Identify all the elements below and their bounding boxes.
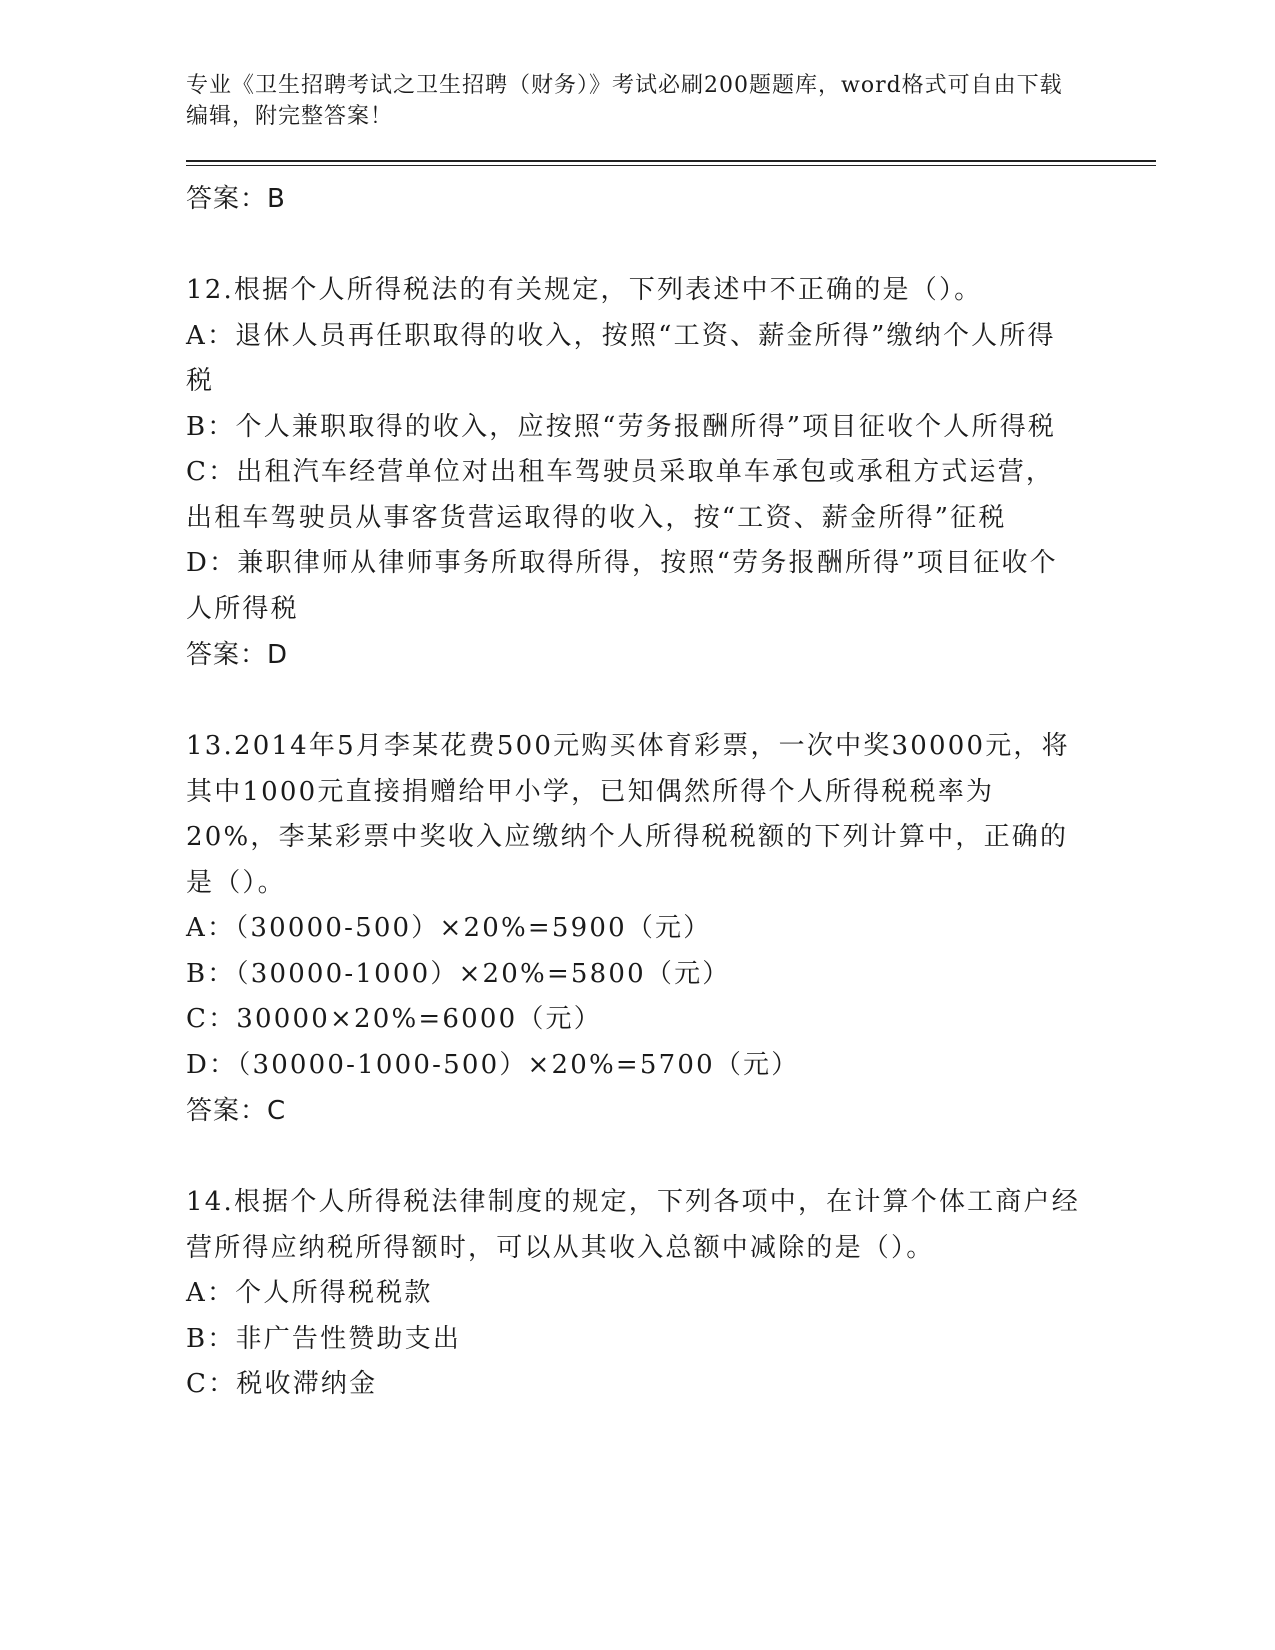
option-a: A：退休人员再任职取得的收入，按照“工资、薪金所得”缴纳个人所得税 [186, 320, 1056, 396]
option-b: B：（30000-1000）×20%=5800（元） [186, 958, 731, 989]
divider-thin-line [186, 165, 1156, 166]
option-c: C：税收滞纳金 [186, 1369, 378, 1399]
option-a: A：个人所得税税款 [186, 1278, 433, 1308]
option-b: B：个人兼职取得的收入，应按照“劳务报酬所得”项目征收个人所得税 [186, 411, 1057, 442]
page-header: 专业《卫生招聘考试之卫生招聘（财务）》考试必刷200题题库，word格式可自由下载编辑，附完整答案！ [186, 73, 1063, 129]
header-divider [186, 160, 1156, 166]
option-d: D：（30000-1000-500）×20%=5700（元） [186, 1049, 800, 1080]
answer-prev-question: 答案：B [186, 184, 286, 214]
divider-thick-line [186, 160, 1156, 162]
question-14 [186, 1180, 1156, 1408]
question-text: 12.根据个人所得税法的有关规定，下列表述中不正确的是（）。 [186, 275, 983, 305]
question-12 [186, 268, 1156, 678]
option-d: D：兼职律师从律师事务所取得所得，按照“劳务报酬所得”项目征收个人所得税 [186, 548, 1058, 624]
answer: 答案：C [186, 1096, 287, 1126]
question-text: 13.2014年5月李某花费500元购买体育彩票，一次中奖30000元，将其中1000元直接捐赠给甲小学，已知偶然所得个人所得税税率为20%，李某彩票中奖收入应缴纳个人所得税税额的下列计算中，正确的是（）。 [186, 731, 1070, 898]
question-13 [186, 724, 1156, 1134]
option-b: B：非广告性赞助支出 [186, 1323, 462, 1354]
option-a: A：（30000-500）×20%=5900（元） [186, 913, 712, 943]
question-text: 14.根据个人所得税法律制度的规定，下列各项中，在计算个体工商户经营所得应纳税所得额时，可以从其收入总额中减除的是（）。 [186, 1187, 1080, 1263]
document-page [186, 70, 1156, 1408]
option-c: C：30000×20%=6000（元） [186, 1004, 602, 1034]
answer: 答案：D [186, 640, 289, 670]
option-c: C：出租汽车经营单位对出租车驾驶员采取单车承包或承租方式运营，出租车驾驶员从事客货营运取得的收入，按“工资、薪金所得”征税 [186, 457, 1055, 533]
